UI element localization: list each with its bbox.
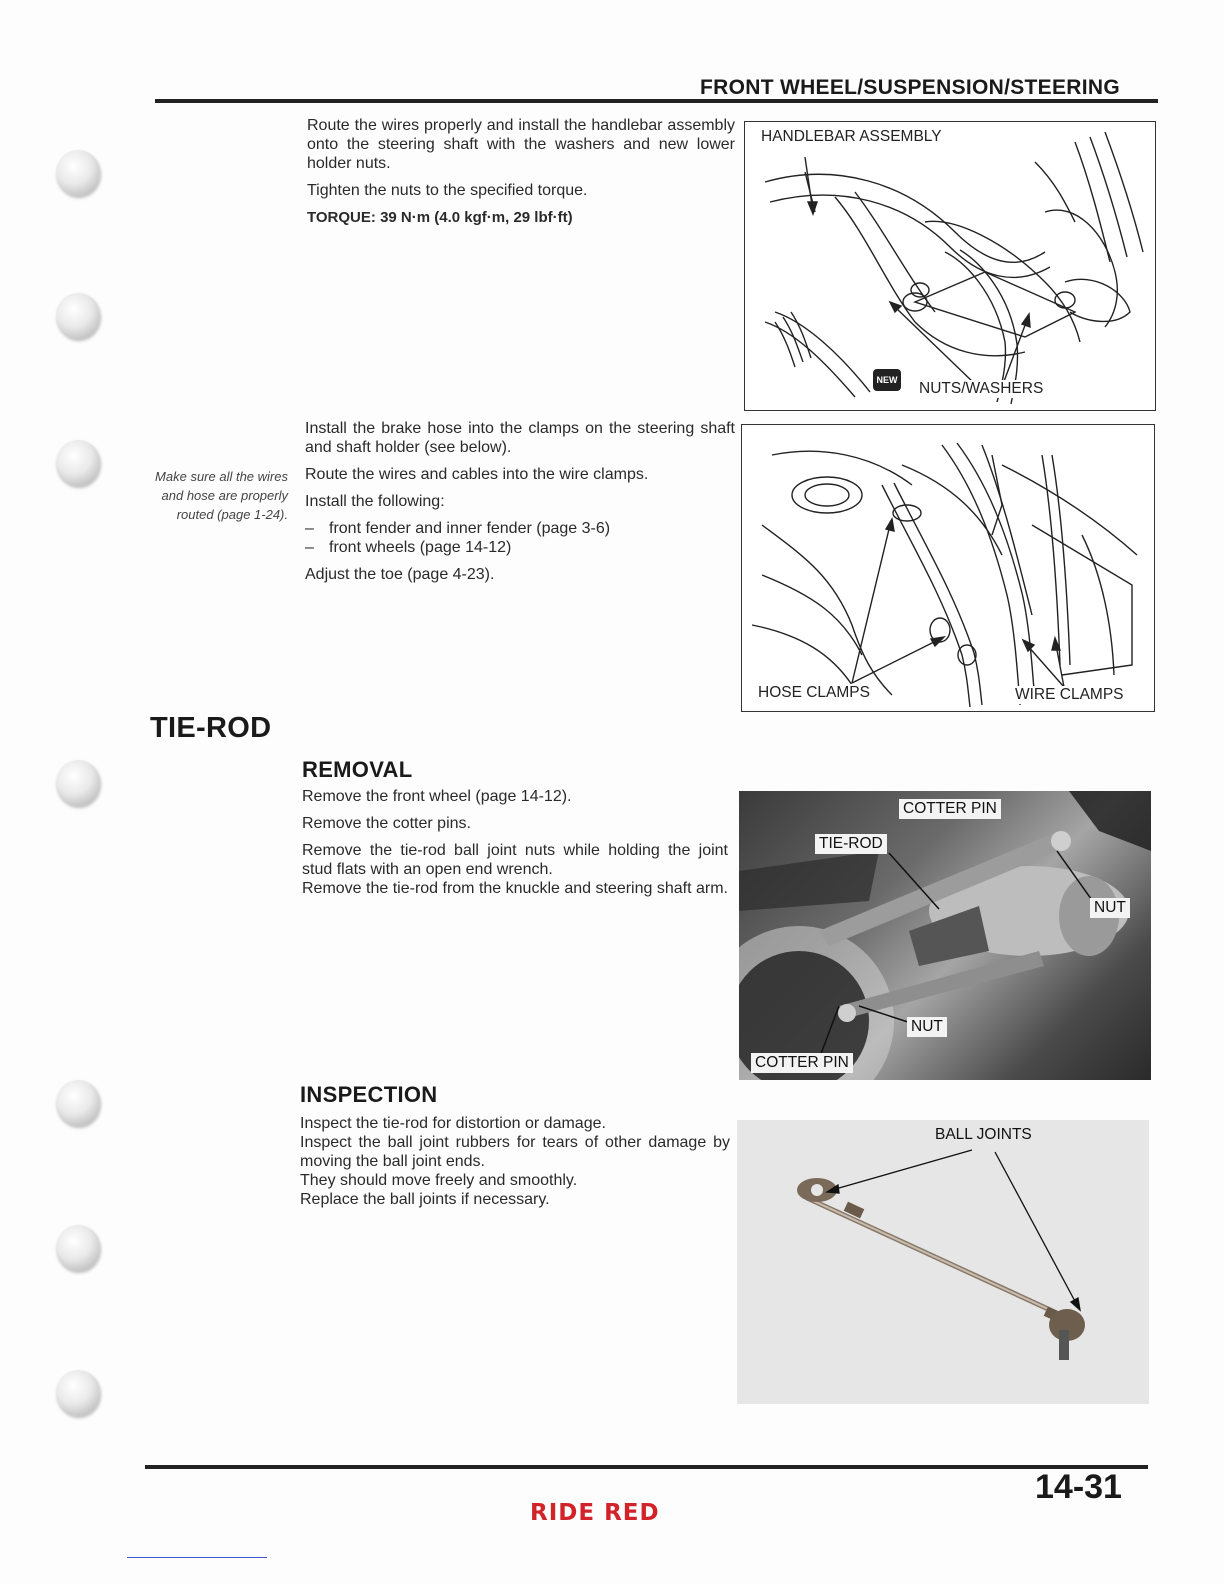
figure-label-handlebar-assembly: HANDLEBAR ASSEMBLY xyxy=(761,128,942,145)
binder-hole xyxy=(56,440,100,486)
footer-rule xyxy=(145,1465,1148,1469)
removal-para-3: Remove the tie-rod ball joint nuts while holding the joint stud flats with an open end wrench. xyxy=(302,842,728,878)
section-title-tie-rod: TIE-ROD xyxy=(150,712,272,744)
photo-label-cotter-pin-top: COTTER PIN xyxy=(899,799,1001,819)
brake-para-1: Install the brake hose into the clamps on the steering shaft and shaft holder (see below). xyxy=(305,420,735,456)
inspection-line: They should move freely and smoothly. xyxy=(300,1172,578,1189)
brake-para-2: Route the wires and cables into the wire clamps. xyxy=(305,466,649,483)
subsection-title-removal: REMOVAL xyxy=(302,757,413,782)
photo-label-nut-right: NUT xyxy=(1090,898,1130,918)
ride-red-logo: RIDE RED xyxy=(530,1500,660,1526)
binder-hole xyxy=(56,1080,100,1126)
binder-hole xyxy=(56,1370,100,1416)
torque-spec xyxy=(307,208,735,227)
page-header-title: FRONT WHEEL/SUSPENSION/STEERING xyxy=(700,76,1120,99)
page-number: 14-31 xyxy=(1035,1468,1122,1506)
tie-rod-part-illustration xyxy=(737,1120,1149,1404)
inspection-line: Inspect the tie-rod for distortion or damage. xyxy=(300,1115,606,1132)
binder-hole xyxy=(56,293,100,339)
subsection-title-inspection: INSPECTION xyxy=(300,1082,438,1107)
brake-hose-instructions xyxy=(305,419,735,592)
handlebar-line-drawing xyxy=(745,122,1155,410)
list-item-text: front wheels (page 14-12) xyxy=(329,539,512,556)
figure-label-wire-clamps: WIRE CLAMPS xyxy=(1015,686,1124,703)
inspection-instructions xyxy=(300,1114,730,1209)
handlebar-instructions xyxy=(307,116,735,235)
list-item: – front fender and inner fender (page 3-6) xyxy=(305,520,611,537)
binder-hole xyxy=(56,1225,100,1271)
removal-para-2: Remove the cotter pins. xyxy=(302,815,471,832)
photo-label-nut-bottom: NUT xyxy=(907,1017,947,1037)
photo-label-ball-joints: BALL JOINTS xyxy=(935,1126,1032,1143)
routing-side-note: Make sure all the wires and hose are properly routed (page 1-24). xyxy=(155,469,288,522)
handlebar-para-1: Route the wires properly and install the handlebar assembly onto the steering shaft with the washers and new lower holder nuts. xyxy=(307,117,735,172)
removal-para-4: Remove the tie-rod from the knuckle and steering shaft arm. xyxy=(302,880,728,897)
figure-label-hose-clamps: HOSE CLAMPS xyxy=(758,684,870,701)
torque-label: TORQUE: xyxy=(307,209,376,226)
inspection-line: Inspect the ball joint rubbers for tears of other damage by moving the ball joint ends. xyxy=(300,1134,730,1170)
new-badge-text: NEW xyxy=(876,375,898,385)
clamps-figure xyxy=(741,424,1155,712)
torque-value: 39 N·m (4.0 kgf·m, 29 lbf·ft) xyxy=(380,209,573,226)
photo-label-cotter-pin-bottom: COTTER PIN xyxy=(751,1053,853,1073)
brake-para-3: Install the following: xyxy=(305,493,445,510)
photo-label-tie-rod: TIE-ROD xyxy=(815,834,887,854)
removal-instructions xyxy=(302,787,728,906)
binder-hole xyxy=(56,150,100,196)
ball-joints-photo xyxy=(737,1120,1149,1404)
binder-hole xyxy=(56,760,100,806)
clamps-line-drawing xyxy=(742,425,1154,711)
removal-para-1: Remove the front wheel (page 14-12). xyxy=(302,788,572,805)
new-part-icon xyxy=(873,369,901,391)
handlebar-assembly-figure xyxy=(744,121,1156,411)
list-item-text: front fender and inner fender (page 3-6) xyxy=(329,520,611,537)
header-rule xyxy=(155,99,1158,103)
inspection-line: Replace the ball joints if necessary. xyxy=(300,1191,550,1208)
footer-link-underline xyxy=(127,1557,267,1558)
handlebar-para-2: Tighten the nuts to the specified torque. xyxy=(307,182,588,199)
brake-para-4: Adjust the toe (page 4-23). xyxy=(305,566,495,583)
tie-rod-vehicle-photo xyxy=(739,791,1151,1080)
list-item: – front wheels (page 14-12) xyxy=(305,539,512,556)
figure-label-nuts-washers: NUTS/WASHERS xyxy=(919,380,1044,397)
